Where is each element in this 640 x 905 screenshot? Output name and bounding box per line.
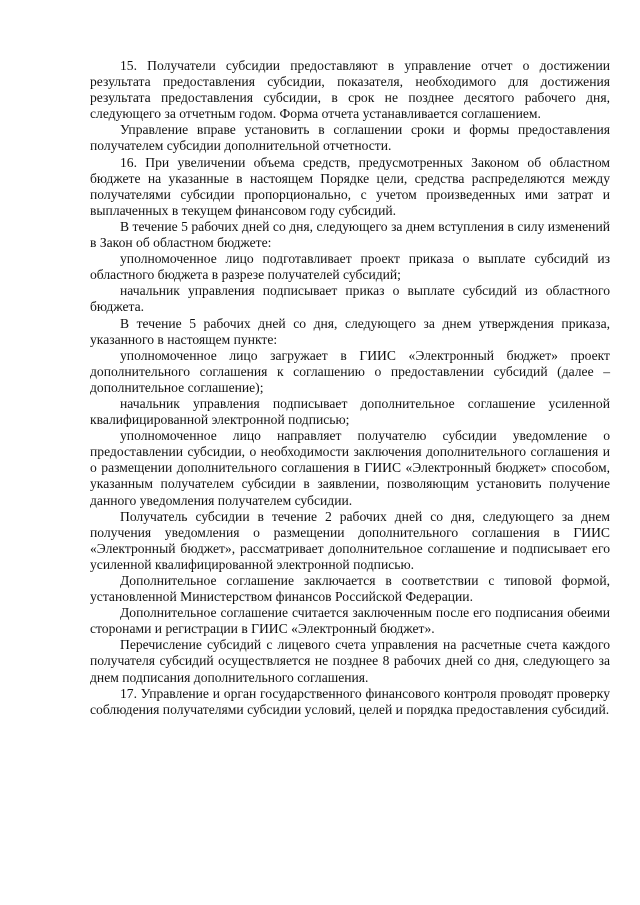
paragraph-order-signing: начальник управления подписывает приказ о выплате субсидий из областного бюджета. [90, 283, 610, 315]
paragraph-additional-reporting: Управление вправе установить в соглашении сроки и формы предоставления получателем субсидии дополнительной отчетности. [90, 122, 610, 154]
paragraph-order-draft: уполномоченное лицо подготавливает проект приказа о выплате субсидий из областного бюджета в разрезе получателей субсидий; [90, 251, 610, 283]
paragraph-notification: уполномоченное лицо направляет получателю субсидии уведомление о предоставлении субсидии, о необходимости заключения дополнительного соглашения и о размещении дополнительного соглашения в ГИИС «Электронный бюджет» способом, указанным получателем субсидии в заявлении, позволяющим установить получение данного уведомления получателем субсидии. [90, 428, 610, 508]
paragraph-law-changes-deadline: В течение 5 рабочих дней со дня, следующего за днем вступления в силу изменений в Закон об областном бюджете: [90, 218, 610, 251]
document-body [90, 58, 610, 718]
paragraph-standard-form: Дополнительное соглашение заключается в соответствии с типовой формой, установленной Министерством финансов Российской Федерации. [90, 573, 610, 605]
paragraph-agreement-concluded: Дополнительное соглашение считается заключенным после его подписания обеими сторонами и регистрации в ГИИС «Электронный бюджет». [90, 605, 610, 637]
paragraph-transfer: Перечисление субсидий с лицевого счета управления на расчетные счета каждого получателя субсидий осуществляется не позднее 8 рабочих дней со дня, следующего за днем подписания дополнительного соглашения. [90, 637, 610, 685]
paragraph-order-approval-deadline: В течение 5 рабочих дней со дня, следующего за днем утверждения приказа, указанного в настоящем пункте: [90, 315, 610, 347]
paragraph-16-funds-increase: 16. При увеличении объема средств, предусмотренных Законом об областном бюджете на указанные в настоящем Порядке цели, средства распределяются между получателями субсидии пропорционально, с учетом произведенных ими затрат и выплаченных в текущем финансовом году субсидий. [90, 154, 610, 218]
paragraph-recipient-signs: Получатель субсидии в течение 2 рабочих дней со дня, следующего за днем получения уведомления о размещении дополнительного соглашения в ГИИС «Электронный бюджет», рассматривает дополнительное соглашение и подписывает его усиленной квалифицированной электронной подписью. [90, 508, 610, 572]
paragraph-head-signs-agreement: начальник управления подписывает дополнительное соглашение усиленной квалифицированной электронной подписью; [90, 395, 610, 428]
paragraph-upload-agreement: уполномоченное лицо загружает в ГИИС «Электронный бюджет» проект дополнительного соглашения к соглашению о предоставлении субсидий (далее – дополнительное соглашение); [90, 347, 610, 395]
paragraph-17-control: 17. Управление и орган государственного финансового контроля проводят проверку соблюдения получателями субсидии условий, целей и порядка предоставления субсидий. [90, 685, 610, 717]
paragraph-15-report: 15. Получатели субсидии предоставляют в управление отчет о достижении результата предоставления субсидии, показателя, необходимого для достижения результата предоставления субсидии, в срок не позднее десятого рабочего дня, следующего за отчетным годом. Форма отчета устанавливается соглашением. [90, 58, 610, 122]
